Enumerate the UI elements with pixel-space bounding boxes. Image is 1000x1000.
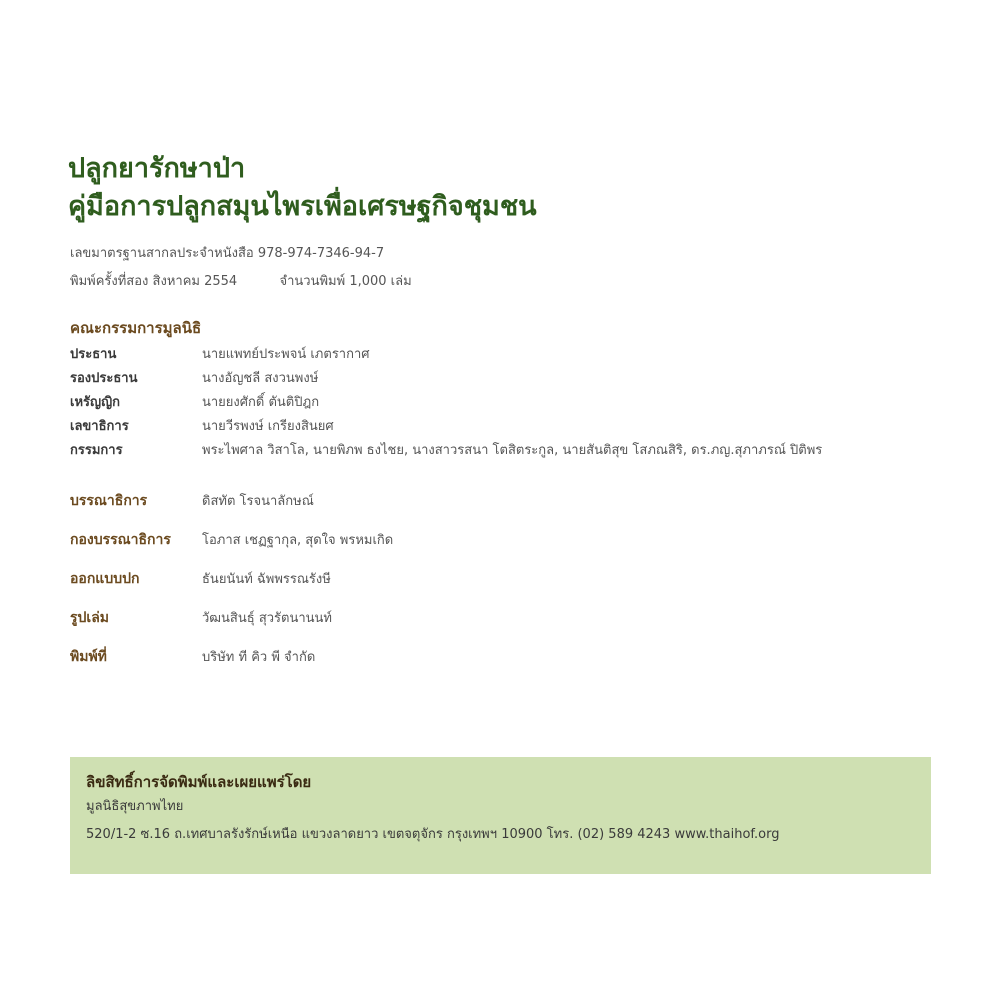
credits-list	[70, 490, 950, 685]
committee-row	[70, 367, 950, 391]
committee-name: พระไพศาล วิสาโล, นายพิภพ ธงไชย, นางสาวรสนา โตสิตระกูล, นายสันติสุข โสภณสิริ, ดร.ภญ.สุภาภรณ์ ปิติพร	[202, 443, 823, 458]
committee-name: นายยงศักดิ์ ตันติปิฎก	[202, 395, 320, 410]
credit-row	[70, 529, 950, 568]
credit-row	[70, 490, 950, 529]
credit-row	[70, 607, 950, 646]
edition: พิมพ์ครั้งที่สอง	[70, 274, 149, 289]
copyright-heading: ลิขสิทธิ์การจัดพิมพ์และเผยแพร่โดย	[86, 773, 312, 791]
copyright-box	[70, 757, 931, 874]
isbn-value: 978-974-7346-94-7	[257, 246, 385, 261]
edition-line	[70, 268, 412, 296]
isbn-label: เลขมาตรฐานสากลประจำหนังสือ	[70, 246, 254, 261]
committee-role: เหรัญญิก	[70, 395, 121, 410]
credit-name: วัฒนสินธุ์ สุวรัตนานนท์	[202, 611, 333, 626]
committee-name: นายวีรพงษ์ เกรียงสินยศ	[202, 419, 334, 434]
publication-info	[70, 240, 412, 296]
credit-row	[70, 646, 950, 685]
committee-row	[70, 343, 950, 367]
credit-role: รูปเล่ม	[70, 610, 109, 626]
committee-name: นางอัญชลี สงวนพงษ์	[202, 371, 319, 386]
publisher-address: 520/1-2 ซ.16 ถ.เทศบาลรังรักษ์เหนือ แขวงลาดยาว เขตจตุจักร กรุงเทพฯ 10900 โทร. (02) 589 4243 www.thaihof.org	[86, 827, 780, 842]
isbn-line	[70, 240, 412, 268]
committee-role: เลขาธิการ	[70, 419, 129, 434]
credit-role: ออกแบบปก	[70, 571, 140, 587]
credit-name: ดิสทัต โรจนาลักษณ์	[202, 494, 314, 509]
committee-row	[70, 391, 950, 415]
edition-date: สิงหาคม 2554	[152, 274, 238, 289]
committee-name: นายแพทย์ประพจน์ เภตรากาศ	[202, 347, 370, 362]
book-title: ปลูกยารักษาป่า	[68, 153, 246, 184]
committee-role: กรรมการ	[70, 443, 123, 458]
credit-name: ธันยนันท์ ฉัพพรรณรังษี	[202, 572, 331, 587]
credit-row	[70, 568, 950, 607]
print-run-value: 1,000 เล่ม	[349, 274, 412, 289]
book-subtitle: คู่มือการปลูกสมุนไพรเพื่อเศรษฐกิจชุมชน	[68, 191, 537, 222]
committee-role: รองประธาน	[70, 371, 138, 386]
credit-name: บริษัท ที คิว พี จำกัด	[202, 650, 316, 665]
committee-row	[70, 415, 950, 439]
title-block	[68, 150, 537, 226]
print-run-label: จำนวนพิมพ์	[279, 274, 346, 289]
publisher-name: มูลนิธิสุขภาพไทย	[86, 799, 184, 814]
credit-name: โอภาส เชฏฐากุล, สุดใจ พรหมเกิด	[202, 533, 394, 548]
committee-list	[70, 343, 950, 463]
credit-role: พิมพ์ที่	[70, 649, 107, 665]
credit-role: บรรณาธิการ	[70, 493, 148, 509]
committee-row	[70, 439, 950, 463]
credit-role: กองบรรณาธิการ	[70, 532, 171, 548]
committee-role: ประธาน	[70, 347, 117, 362]
committee-heading: คณะกรรมการมูลนิธิ	[70, 319, 202, 337]
